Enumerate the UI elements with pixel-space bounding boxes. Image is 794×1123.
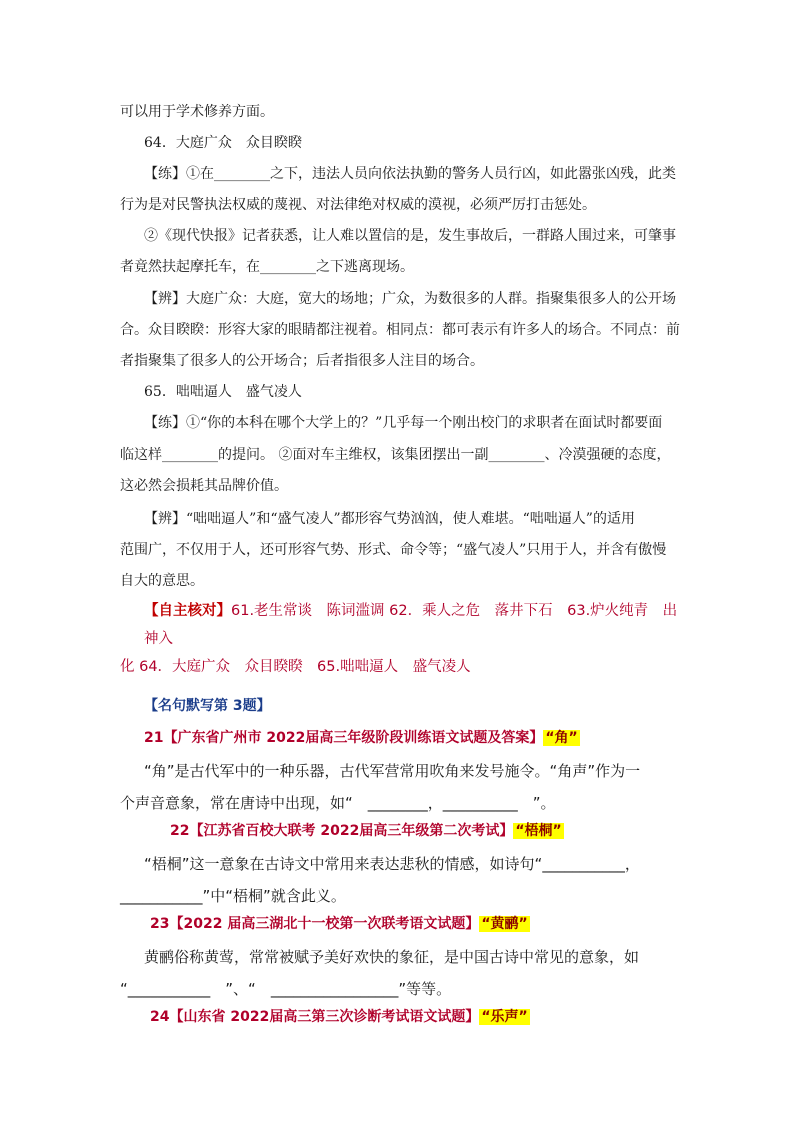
self-check-label: 【自主核对】 bbox=[144, 603, 231, 619]
question-21-line-1: “角”是古代军中的一种乐器，古代军营常用吹角来发号施令。“角声”作为一 bbox=[144, 762, 641, 780]
section-title: 【名句默写第 3题】 bbox=[144, 698, 271, 714]
item-64-distinguish-3: 者指聚集了很多人的公开场合；后者指很多人注目的场合。 bbox=[120, 353, 484, 369]
question-22-body bbox=[120, 848, 680, 912]
question-22-head bbox=[170, 820, 564, 840]
item-65-distinguish-2: 范围广，不仅用于人，还可形容气势、形式、命令等；“盛气凌人”只用于人，并含有傲慢 bbox=[120, 542, 667, 558]
item-65-distinguish-1: 【辨】“咄咄逼人”和“盛气凌人”都形容气势汹汹，使人难堪。“咄咄逼人”的适用 bbox=[144, 511, 635, 527]
item-64-practice-2b: 者竟然扶起摩托车，在________之下逃离现场。 bbox=[120, 259, 414, 275]
paragraph-continuation: 可以用于学术修养方面。 bbox=[120, 104, 274, 120]
item-65-practice-3: 这必然会损耗其品牌价值。 bbox=[120, 478, 288, 494]
question-22-line-2: ___________”中“梧桐”就含此义。 bbox=[120, 887, 346, 905]
self-check-text-2: 化 64．大庭广众 众目睽睽 65.咄咄逼人 盛气凌人 bbox=[120, 659, 471, 675]
question-23-body bbox=[120, 941, 680, 1005]
question-21-body bbox=[120, 755, 680, 819]
question-22-tag: “梧桐” bbox=[515, 823, 562, 839]
question-22-source: 22【江苏省百校大联考 2022届高三年级第二次考试】 bbox=[170, 823, 514, 839]
item-65-practice-1: 【练】①“你的本科在哪个大学上的？”几乎每一个刚出校门的求职者在面试时都要面 bbox=[144, 415, 663, 431]
item-64-practice-1b: 行为是对民警执法权威的蔑视、对法律绝对权威的漠视，必须严厉打击惩处。 bbox=[120, 197, 596, 213]
question-24-source: 24【山东省 2022届高三第三次诊断考试语文试题】 bbox=[150, 1009, 480, 1025]
item-65-distinguish-3: 自大的意思。 bbox=[120, 573, 204, 589]
item-64-practice-1a: 【练】①在________之下，违法人员向依法执勤的警务人员行凶，如此嚣张凶残，此类 bbox=[144, 166, 676, 182]
question-23-tag: “黄鹂” bbox=[481, 916, 528, 932]
question-23-source: 23【2022 届高三湖北十一校第一次联考语文试题】 bbox=[150, 916, 480, 932]
item-64-title: 64．大庭广众 众目睽睽 bbox=[144, 135, 302, 151]
question-23-line-1: 黄鹂俗称黄莺，常常被赋予美好欢快的象征，是中国古诗中常见的意象，如 bbox=[144, 948, 640, 966]
item-64-distinguish-1: 【辨】大庭广众：大庭，宽大的场地；广众，为数很多的人群。指聚集很多人的公开场 bbox=[144, 291, 676, 307]
item-64-distinguish-2: 合。众目睽睽：形容大家的眼睛都注视着。相同点：都可表示有许多人的场合。不同点：前 bbox=[120, 322, 680, 338]
question-21-line-2: 个声音意象，常在唐诗中出现，如“ ________，__________ ”。 bbox=[120, 794, 556, 812]
question-21-head bbox=[144, 727, 580, 747]
question-23-line-2: “___________ ”、“ _________________”等等。 bbox=[120, 980, 452, 998]
question-24-tag: “乐声” bbox=[481, 1009, 528, 1025]
question-21-source: 21【广东省广州市 2022届高三年级阶段训练语文试题及答案】 bbox=[144, 730, 544, 746]
question-23-head bbox=[150, 913, 530, 933]
self-check-answers bbox=[120, 597, 680, 681]
question-24-head bbox=[150, 1006, 530, 1026]
question-22-line-1: “梧桐”这一意象在古诗文中常用来表达悲秋的情感，如诗句“___________， bbox=[144, 855, 640, 873]
item-64-practice-2a: ②《现代快报》记者获悉，让人难以置信的是，发生事故后，一群路人围过来，可肇事 bbox=[144, 228, 676, 244]
self-check-text-1: 61.老生常谈 陈词滥调 62．乘人之危 落井下石 63.炉火纯青 出神入 bbox=[144, 603, 678, 647]
question-21-tag: “角” bbox=[545, 730, 578, 746]
item-65-practice-2: 临这样________的提问。 ②面对车主维权，该集团摆出一副________、冷漠强硬的态度， bbox=[120, 447, 671, 463]
item-65-title: 65．咄咄逼人 盛气凌人 bbox=[144, 384, 302, 400]
